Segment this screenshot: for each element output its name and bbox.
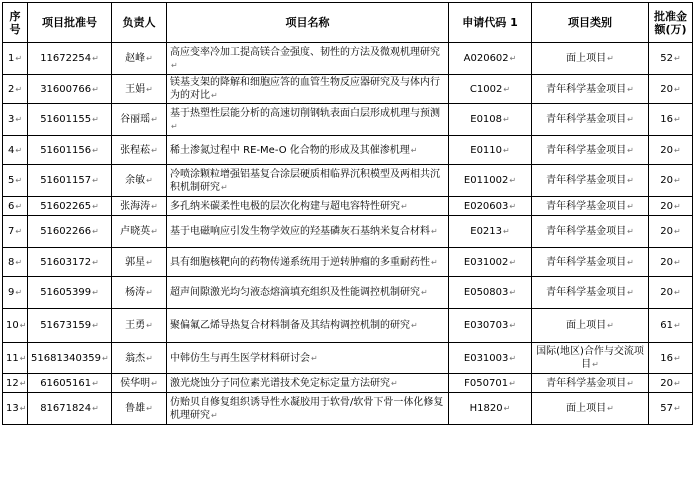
cell-mark: ↵	[607, 54, 614, 63]
cell-mark: ↵	[211, 410, 218, 420]
cell-mark: ↵	[92, 288, 99, 297]
cell-leader-text: 赵峰	[125, 53, 146, 64]
cell-mark: ↵	[627, 227, 634, 236]
cell-code-text: E030703	[463, 320, 509, 331]
cell-mark: ↵	[146, 54, 153, 63]
cell-leader	[112, 393, 167, 425]
cell-leader-text: 鲁雄	[125, 403, 146, 414]
cell-mark: ↵	[674, 201, 681, 211]
cell-approval-text: 51605399	[40, 287, 92, 298]
cell-code	[449, 216, 532, 248]
cell-category-text: 面上项目	[566, 53, 607, 64]
cell-category-text: 面上项目	[566, 403, 607, 414]
cell-mark: ↵	[92, 145, 99, 155]
cell-leader-text: 卢晓英	[120, 226, 151, 237]
table-row	[3, 75, 693, 104]
cell-mark: ↵	[92, 378, 99, 388]
cell-mark: ↵	[15, 115, 23, 124]
cell-code-text: E011002	[463, 175, 509, 186]
cell-mark: ↵	[146, 404, 153, 413]
cell-code-text: E0108	[470, 114, 503, 125]
cell-no	[3, 165, 28, 197]
cell-mark: ↵	[92, 115, 99, 124]
cell-code	[449, 104, 532, 136]
cell-mark: ↵	[503, 227, 510, 236]
cell-leader-text: 侯华明	[120, 377, 151, 389]
cell-mark: ↵	[92, 176, 99, 185]
cell-leader	[112, 136, 167, 165]
cell-approval	[28, 309, 112, 343]
cell-mark: ↵	[592, 360, 599, 369]
cell-approval	[28, 374, 112, 393]
cell-mark: ↵	[509, 288, 517, 297]
cell-mark: ↵	[674, 353, 681, 363]
cell-mark: ↵	[146, 257, 153, 267]
cell-no-text: 3	[7, 114, 15, 125]
cell-mark: ↵	[151, 145, 158, 155]
cell-code-text: F050701	[464, 377, 509, 389]
cell-no	[3, 393, 28, 425]
cell-name	[167, 165, 449, 197]
cell-mark: ↵	[221, 182, 228, 192]
cell-no-text: 8	[7, 256, 15, 268]
cell-name-text: 激光烧蚀分子同位素光谱技术免定标定量方法研究	[170, 377, 390, 389]
cell-no	[3, 43, 28, 75]
cell-mark: ↵	[674, 227, 681, 236]
cell-mark: ↵	[15, 176, 23, 185]
cell-amount	[649, 248, 693, 277]
cell-leader-text: 王娟	[125, 83, 146, 95]
cell-amount-text: 52	[660, 53, 674, 64]
cell-amount-text: 20	[660, 83, 674, 95]
cell-amount-text: 20	[660, 256, 674, 268]
cell-amount	[649, 197, 693, 216]
cell-mark: ↵	[503, 84, 511, 94]
cell-approval-text: 81671824	[40, 403, 92, 414]
cell-category	[532, 343, 649, 374]
cell-approval-text: 51601156	[40, 144, 92, 156]
cell-name-text: 具有细胞核靶向的药物传递系统用于逆转肿瘤的多重耐药性	[170, 256, 430, 268]
cell-amount-text: 20	[660, 377, 674, 389]
cell-category	[532, 248, 649, 277]
cell-category-text: 青年科学基金项目	[546, 226, 627, 237]
cell-name	[167, 43, 449, 75]
cell-category	[532, 393, 649, 425]
cell-mark: ↵	[674, 84, 681, 94]
cell-name-text: 稀土渗氮过程中 RE-Me-O 化合物的形成及其催渗机理	[170, 144, 410, 156]
cell-leader	[112, 197, 167, 216]
cell-no-text: 6	[7, 200, 15, 212]
cell-code	[449, 197, 532, 216]
cell-mark: ↵	[151, 227, 158, 236]
cell-mark: ↵	[151, 201, 158, 211]
cell-name-text: 基于热塑性层能分析的高速切削钢轨表面白层形成机理与预测	[170, 107, 440, 119]
cell-mark: ↵	[15, 145, 23, 155]
cell-amount	[649, 309, 693, 343]
cell-leader	[112, 343, 167, 374]
cell-mark: ↵	[146, 84, 153, 94]
cell-approval-text: 31600766	[40, 83, 92, 95]
cell-name	[167, 374, 449, 393]
cell-mark: ↵	[509, 54, 517, 63]
cell-no-text: 11	[6, 352, 19, 364]
cell-mark: ↵	[15, 257, 23, 267]
table-row	[3, 393, 693, 425]
cell-mark: ↵	[674, 54, 681, 63]
cell-name	[167, 343, 449, 374]
cell-mark: ↵	[627, 115, 634, 124]
table-row	[3, 136, 693, 165]
cell-code	[449, 43, 532, 75]
cell-approval-text: 51681340359	[31, 352, 101, 364]
cell-mark: ↵	[627, 201, 634, 211]
cell-mark: ↵	[431, 257, 438, 267]
cell-mark: ↵	[15, 54, 23, 63]
cell-mark: ↵	[19, 378, 27, 388]
cell-amount-text: 16	[660, 114, 674, 125]
table-row	[3, 165, 693, 197]
cell-category	[532, 43, 649, 75]
cell-code-text: C1002	[469, 83, 503, 95]
cell-mark: ↵	[503, 115, 510, 124]
cell-mark: ↵	[674, 115, 681, 124]
cell-name	[167, 393, 449, 425]
cell-name-text: 高应变率冷加工提高镁合金强度、韧性的方法及微观机理研究	[170, 46, 440, 58]
cell-mark: ↵	[509, 353, 517, 363]
cell-leader	[112, 277, 167, 309]
cell-leader-text: 王勇	[125, 320, 146, 331]
cell-category-text: 青年科学基金项目	[546, 83, 627, 95]
cell-no-text: 7	[7, 226, 15, 237]
cell-approval	[28, 43, 112, 75]
cell-name-text: 聚偏氟乙烯导热复合材料制备及其结构调控机制的研究	[170, 320, 410, 331]
cell-approval	[28, 277, 112, 309]
cell-name-text: 基于电磁响应引发生物学效应的羟基磷灰石基纳米复合材料	[170, 226, 430, 237]
cell-name-text: 仿贻贝自修复组织诱导性水凝胶用于软骨/软骨下骨一体化修复机理研究	[170, 396, 444, 421]
cell-name	[167, 216, 449, 248]
cell-mark: ↵	[19, 321, 27, 330]
cell-leader-text: 杨涛	[125, 287, 146, 298]
cell-category	[532, 216, 649, 248]
cell-code	[449, 393, 532, 425]
cell-code-text: E0213	[470, 226, 503, 237]
cell-approval	[28, 343, 112, 374]
cell-approval-text: 51602265	[40, 200, 92, 212]
cell-mark: ↵	[211, 91, 218, 100]
cell-amount	[649, 165, 693, 197]
cell-mark: ↵	[627, 176, 634, 185]
cell-no	[3, 75, 28, 104]
cell-name	[167, 136, 449, 165]
cell-mark: ↵	[431, 227, 438, 236]
cell-leader-text: 余敏	[125, 175, 146, 186]
header-approval: 项目批准号	[28, 3, 112, 43]
cell-code-text: E050803	[463, 287, 509, 298]
cell-amount	[649, 104, 693, 136]
cell-approval-text: 51601157	[40, 175, 92, 186]
cell-leader	[112, 75, 167, 104]
cell-approval	[28, 248, 112, 277]
cell-mark: ↵	[503, 404, 511, 413]
cell-code-text: E031003	[463, 352, 509, 364]
cell-code	[449, 165, 532, 197]
cell-no-text: 10	[6, 320, 19, 331]
cell-no	[3, 343, 28, 374]
cell-name-text: 中韩仿生与再生医学材料研讨会	[170, 352, 310, 364]
cell-code	[449, 136, 532, 165]
cell-mark: ↵	[391, 378, 398, 388]
header-code: 申请代码 1	[449, 3, 532, 43]
cell-leader	[112, 104, 167, 136]
cell-category-text: 青年科学基金项目	[546, 377, 627, 389]
cell-approval-text: 61605161	[40, 377, 92, 389]
cell-approval-text: 51601155	[40, 114, 92, 125]
cell-mark: ↵	[311, 353, 318, 363]
cell-mark: ↵	[102, 353, 109, 363]
cell-mark: ↵	[19, 353, 27, 363]
cell-no-text: 13	[6, 403, 19, 414]
cell-leader	[112, 216, 167, 248]
cell-leader	[112, 43, 167, 75]
cell-leader-text: 翁杰	[125, 352, 146, 364]
cell-approval-text: 51673159	[40, 320, 92, 331]
cell-category-text: 青年科学基金项目	[546, 256, 627, 268]
cell-name	[167, 197, 449, 216]
table-row	[3, 104, 693, 136]
cell-code-text: E0110	[470, 144, 503, 156]
table-row	[3, 43, 693, 75]
cell-category-text: 青年科学基金项目	[546, 175, 627, 186]
cell-mark: ↵	[92, 84, 99, 94]
cell-mark: ↵	[92, 201, 99, 211]
cell-mark: ↵	[410, 145, 418, 155]
cell-leader	[112, 165, 167, 197]
cell-category-text: 国际(地区)合作与交流项目	[536, 346, 644, 370]
cell-mark: ↵	[146, 353, 153, 363]
cell-code-text: E020603	[463, 200, 509, 212]
cell-no	[3, 197, 28, 216]
cell-leader-text: 张海涛	[120, 200, 151, 212]
cell-approval	[28, 197, 112, 216]
cell-name	[167, 309, 449, 343]
cell-amount	[649, 43, 693, 75]
header-name: 项目名称	[167, 3, 449, 43]
cell-approval	[28, 104, 112, 136]
projects-table	[2, 2, 693, 425]
cell-no-text: 12	[6, 377, 19, 389]
cell-mark: ↵	[674, 288, 681, 297]
cell-category-text: 青年科学基金项目	[546, 114, 627, 125]
cell-mark: ↵	[509, 176, 517, 185]
cell-name	[167, 75, 449, 104]
cell-no	[3, 309, 28, 343]
cell-no	[3, 277, 28, 309]
cell-approval	[28, 75, 112, 104]
cell-mark: ↵	[171, 60, 178, 70]
cell-mark: ↵	[15, 227, 23, 236]
cell-mark: ↵	[627, 378, 634, 388]
cell-category	[532, 309, 649, 343]
cell-amount	[649, 343, 693, 374]
cell-amount-text: 16	[660, 352, 674, 364]
cell-approval	[28, 216, 112, 248]
cell-code	[449, 374, 532, 393]
table-row	[3, 374, 693, 393]
cell-no-text: 1	[7, 53, 15, 64]
cell-mark: ↵	[674, 176, 681, 185]
cell-amount	[649, 216, 693, 248]
cell-amount-text: 20	[660, 144, 674, 156]
cell-no-text: 4	[7, 144, 15, 156]
table-body	[3, 43, 693, 425]
cell-amount	[649, 393, 693, 425]
cell-name-text: 超声间隙激光均匀液态熔滴填充组织及性能调控机制研究	[170, 287, 420, 298]
header-no: 序号	[3, 3, 28, 43]
cell-amount-text: 57	[660, 403, 674, 414]
cell-category	[532, 104, 649, 136]
cell-mark: ↵	[607, 404, 614, 413]
cell-mark: ↵	[92, 227, 99, 236]
cell-mark: ↵	[503, 145, 510, 155]
cell-mark: ↵	[171, 121, 178, 131]
cell-amount-text: 20	[660, 226, 674, 237]
cell-mark: ↵	[146, 321, 153, 330]
table-row	[3, 197, 693, 216]
cell-approval-text: 51602266	[40, 226, 92, 237]
cell-mark: ↵	[92, 257, 99, 267]
cell-mark: ↵	[15, 201, 23, 211]
cell-mark: ↵	[627, 84, 634, 94]
cell-code-text: H1820	[469, 403, 503, 414]
cell-mark: ↵	[151, 115, 158, 124]
cell-no	[3, 136, 28, 165]
table-row	[3, 343, 693, 374]
table-row	[3, 216, 693, 248]
cell-no	[3, 248, 28, 277]
table-row	[3, 248, 693, 277]
cell-mark: ↵	[509, 257, 517, 267]
header-category: 项目类别	[532, 3, 649, 43]
cell-mark: ↵	[509, 378, 516, 388]
cell-code	[449, 277, 532, 309]
cell-category-text: 面上项目	[566, 320, 607, 331]
cell-leader	[112, 309, 167, 343]
cell-amount	[649, 277, 693, 309]
cell-mark: ↵	[674, 404, 681, 413]
header-row	[3, 3, 693, 43]
cell-mark: ↵	[15, 84, 23, 94]
cell-mark: ↵	[92, 54, 99, 63]
cell-category	[532, 136, 649, 165]
cell-mark: ↵	[15, 288, 23, 297]
cell-category	[532, 374, 649, 393]
header-amount: 批准金额(万)	[649, 3, 693, 43]
cell-approval	[28, 393, 112, 425]
cell-leader-text: 张程菘	[120, 144, 151, 156]
header-leader: 负责人	[112, 3, 167, 43]
cell-mark: ↵	[401, 201, 408, 211]
cell-mark: ↵	[92, 404, 99, 413]
cell-amount	[649, 374, 693, 393]
cell-amount-text: 20	[660, 200, 674, 212]
cell-mark: ↵	[92, 321, 99, 330]
cell-mark: ↵	[627, 288, 634, 297]
cell-approval-text: 51603172	[40, 256, 92, 268]
cell-code	[449, 309, 532, 343]
table-row	[3, 309, 693, 343]
cell-amount-text: 20	[660, 287, 674, 298]
cell-name	[167, 104, 449, 136]
cell-mark: ↵	[674, 145, 681, 155]
cell-no	[3, 374, 28, 393]
cell-mark: ↵	[674, 378, 681, 388]
cell-category	[532, 75, 649, 104]
cell-no	[3, 216, 28, 248]
cell-amount	[649, 75, 693, 104]
cell-name-text: 镁基支架的降解和细胞应答的血管生物反应器研究及与体内行为的对比	[170, 77, 440, 101]
cell-category	[532, 197, 649, 216]
cell-no-text: 2	[7, 83, 15, 95]
cell-leader-text: 郭星	[125, 256, 146, 268]
cell-approval-text: 11672254	[40, 53, 92, 64]
cell-amount	[649, 136, 693, 165]
cell-code	[449, 343, 532, 374]
cell-no	[3, 104, 28, 136]
cell-category-text: 青年科学基金项目	[546, 287, 627, 298]
cell-code-text: A020602	[463, 53, 509, 64]
cell-mark: ↵	[509, 321, 517, 330]
cell-mark: ↵	[19, 404, 27, 413]
cell-category-text: 青年科学基金项目	[546, 144, 627, 156]
cell-amount-text: 61	[660, 320, 674, 331]
cell-category-text: 青年科学基金项目	[546, 200, 627, 212]
cell-approval	[28, 165, 112, 197]
cell-mark: ↵	[151, 378, 158, 388]
cell-mark: ↵	[674, 257, 681, 267]
cell-mark: ↵	[627, 257, 634, 267]
cell-name	[167, 248, 449, 277]
cell-mark: ↵	[146, 176, 153, 185]
cell-mark: ↵	[627, 145, 634, 155]
cell-category	[532, 277, 649, 309]
cell-category	[532, 165, 649, 197]
cell-mark: ↵	[674, 321, 681, 330]
cell-name-text: 多孔纳米碳柔性电极的层次化构建与超电容特性研究	[170, 200, 400, 212]
cell-code-text: E031002	[463, 256, 509, 268]
cell-leader	[112, 374, 167, 393]
cell-code	[449, 75, 532, 104]
cell-mark: ↵	[607, 321, 614, 330]
cell-mark: ↵	[411, 321, 418, 330]
cell-code	[449, 248, 532, 277]
cell-mark: ↵	[421, 288, 428, 297]
cell-name	[167, 277, 449, 309]
cell-approval	[28, 136, 112, 165]
cell-no-text: 9	[7, 287, 15, 298]
cell-name-text: 冷喷涂颗粒增强铝基复合涂层硬质相临界沉积模型及两相共沉积机制研究	[170, 168, 440, 193]
cell-amount-text: 20	[660, 175, 674, 186]
cell-leader-text: 谷丽瑶	[120, 114, 151, 125]
cell-mark: ↵	[509, 201, 517, 211]
cell-leader	[112, 248, 167, 277]
cell-no-text: 5	[7, 175, 15, 186]
cell-mark: ↵	[146, 288, 153, 297]
table-row	[3, 277, 693, 309]
